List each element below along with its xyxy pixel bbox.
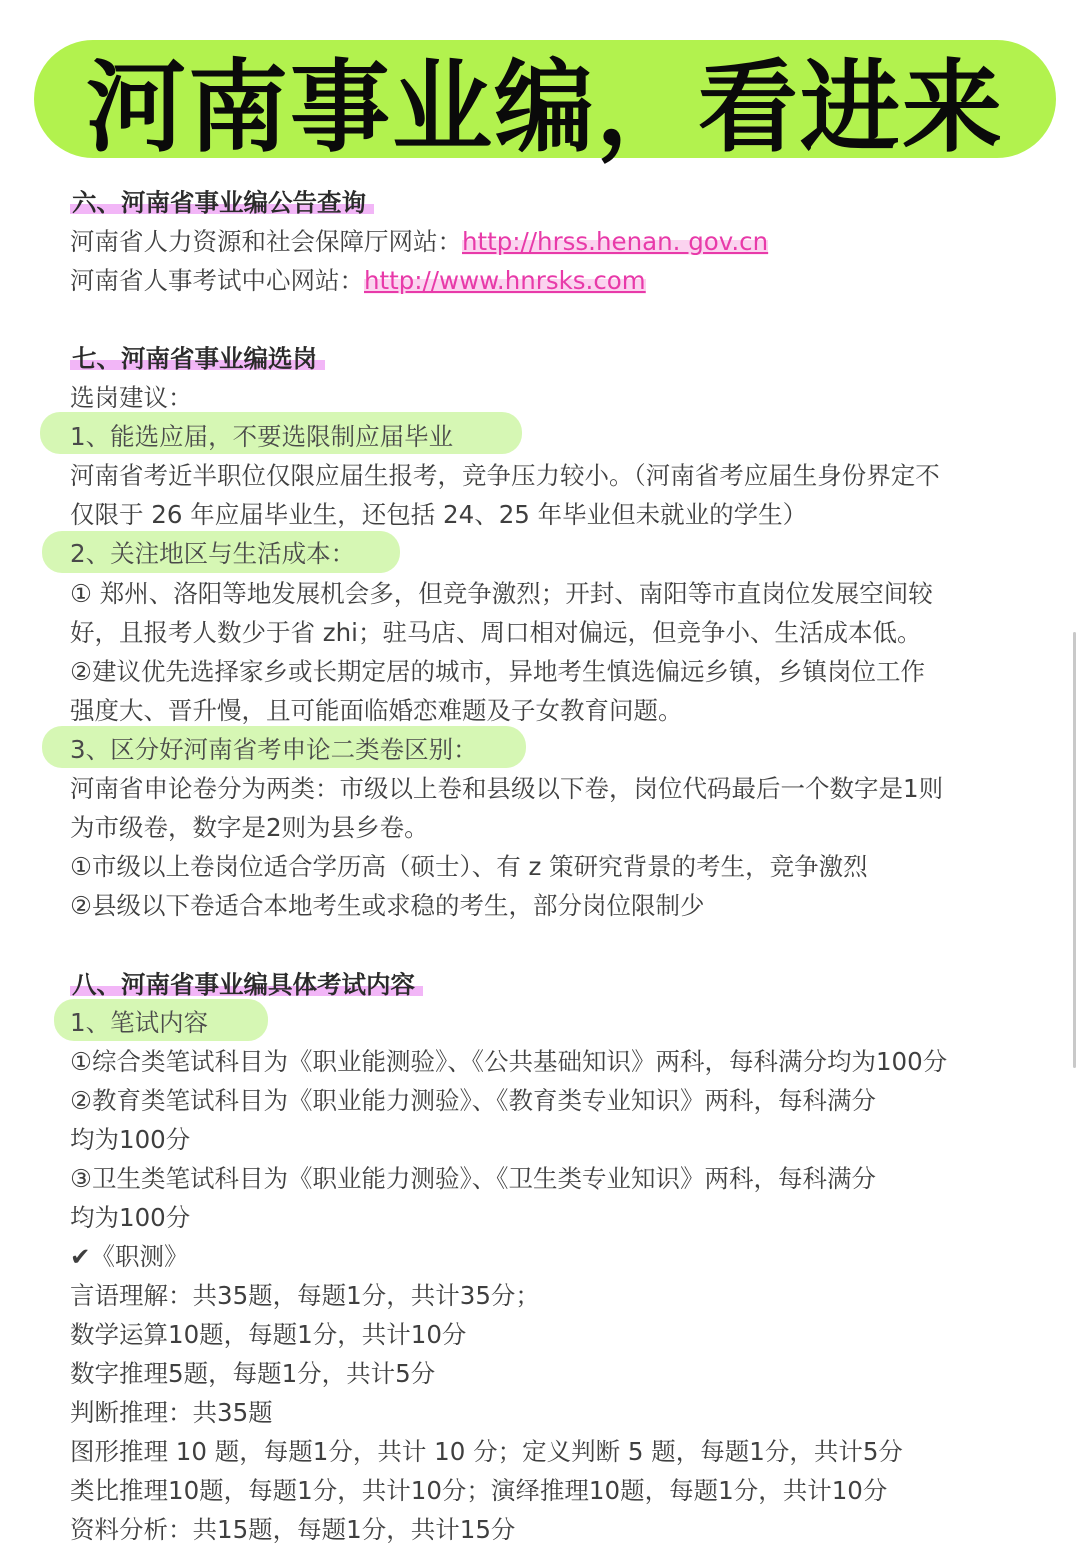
section8-line: ✔《职测》 <box>70 1242 189 1271</box>
section8-line: ③卫生类笔试科目为《职业能力测验》、《卫生类专业知识》两科，每科满分 <box>70 1164 876 1193</box>
hnrsks-website-row <box>70 262 646 300</box>
hrss-label: 河南省人力资源和社会保障厅网站： <box>70 227 462 256</box>
section7-item1-line: 河南省考近半职位仅限应届生报考，竞争压力较小。（河南省考应届生身份界定不 <box>70 461 940 490</box>
section8-line: 资料分析：共15题，每题1分，共计15分 <box>70 1515 516 1544</box>
title-banner <box>34 40 1056 166</box>
section8-line: 图形推理 10 题，每题1分，共计 10 分；定义判断 5 题，每题1分，共计5分 <box>70 1437 903 1466</box>
scrollbar-thumb[interactable] <box>1073 632 1076 1068</box>
section8-line: ②教育类笔试科目为《职业能力测验》、《教育类专业知识》两科，每科满分 <box>70 1086 876 1115</box>
banner-title: 河南事业编，看进来 <box>86 49 1004 166</box>
section8-line: 均为100分 <box>70 1125 191 1154</box>
section7-item3-line: ②县级以下卷适合本地考生或求稳的考生，部分岗位限制少 <box>70 891 705 920</box>
hnrsks-label: 河南省人事考试中心网站： <box>70 266 364 295</box>
hrss-link[interactable]: http://hrss.henan. gov.cn <box>462 227 769 256</box>
section8-line: ①综合类笔试科目为《职业能测验》、《公共基础知识》两科，每科满分均为100分 <box>70 1047 948 1076</box>
section7-item2-line: ②建议优先选择家乡或长期定居的城市，异地考生慎选偏远乡镇，乡镇岗位工作 <box>70 657 925 686</box>
section7-item1-title: 1、能选应届，不要选限制应届毕业 <box>70 422 454 451</box>
section8-item1-title: 1、笔试内容 <box>70 1008 209 1037</box>
hnrsks-link[interactable]: http://www.hnrsks.com <box>364 266 646 295</box>
section7-item3-title: 3、区分好河南省考申论二类卷区别： <box>70 735 478 764</box>
section8-heading: 八、河南省事业编具体考试内容 <box>70 966 423 1004</box>
section8-line: 言语理解：共35题，每题1分，共计35分； <box>70 1281 540 1310</box>
section7-item3-line: 河南省申论卷分为两类：市级以上卷和县级以下卷，岗位代码最后一个数字是1则 <box>70 774 944 803</box>
section8-line: 均为100分 <box>70 1203 191 1232</box>
section7-item2-title: 2、关注地区与生活成本： <box>70 539 356 568</box>
section7-item1-line: 仅限于 26 年应届毕业生，还包括 24、25 年毕业但未就业的学生） <box>70 500 808 529</box>
section8-line: 判断推理：共35题 <box>70 1398 273 1427</box>
section8-line: 数学运算10题，每题1分，共计10分 <box>70 1320 467 1349</box>
section7-heading: 七、河南省事业编选岗 <box>70 340 325 378</box>
hrss-website-row <box>70 223 768 261</box>
section7-item2-line: 强度大、晋升慢，且可能面临婚恋难题及子女教育问题。 <box>70 696 683 725</box>
section8-line: 类比推理10题，每题1分，共计10分；演绎推理10题，每题1分，共计10分 <box>70 1476 888 1505</box>
section6-heading: 六、河南省事业编公告查询 <box>70 184 374 222</box>
section7-item2-line: ① 郑州、洛阳等地发展机会多，但竞争激烈；开封、南阳等市直岗位发展空间较 <box>70 579 933 608</box>
section7-item3-line: 为市级卷，数字是2则为县乡卷。 <box>70 813 429 842</box>
section7-item3-line: ①市级以上卷岗位适合学历高（硕士）、有 z 策研究背景的考生，竞争激烈 <box>70 852 868 881</box>
section7-intro: 选岗建议： <box>70 383 193 412</box>
section8-line: 数字推理5题，每题1分，共计5分 <box>70 1359 436 1388</box>
section7-item2-line: 好，且报考人数少于省 zhi；驻马店、周口相对偏远，但竞争小、生活成本低。 <box>70 618 922 647</box>
